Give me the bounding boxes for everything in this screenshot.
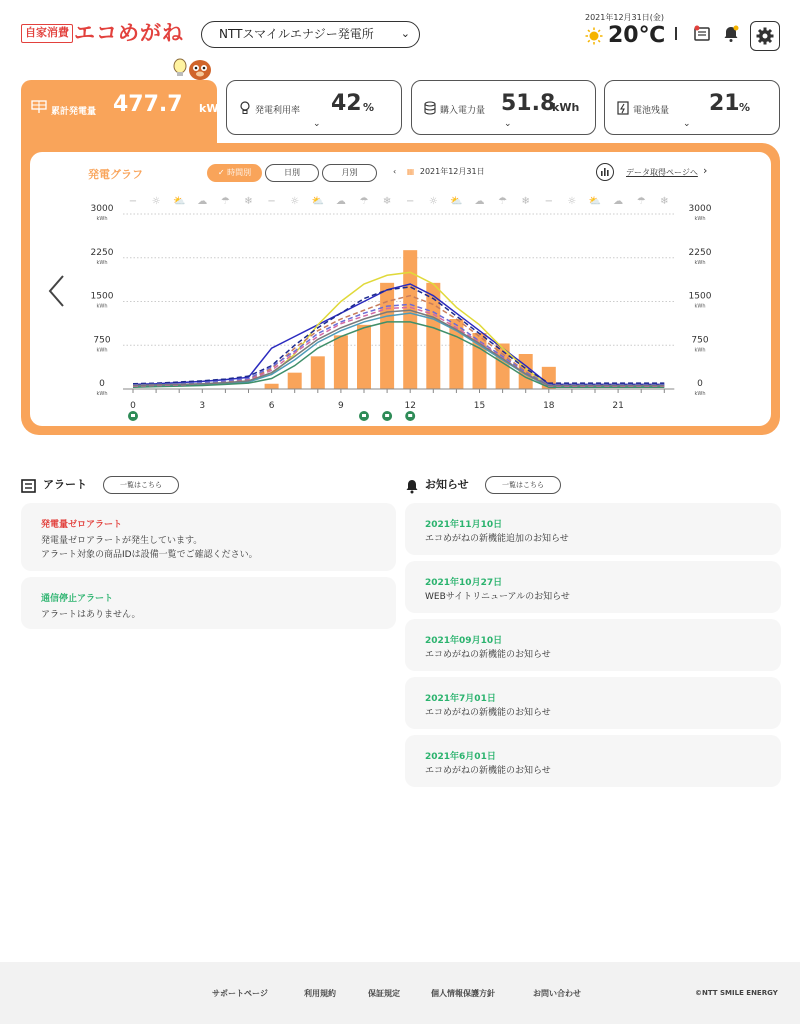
footer-link-warranty[interactable]: 保証規定 (368, 989, 400, 998)
x-tick-label: 15 (473, 401, 486, 411)
y-unit-label: kWh (96, 216, 108, 222)
y-tick-label-right: 0 (697, 379, 703, 389)
sun-icon (585, 27, 603, 45)
news-date: 2021年7月01日 (425, 694, 496, 704)
tab-hourly[interactable]: ✓ 時間別 (207, 164, 262, 182)
news-item[interactable] (405, 735, 781, 787)
news-heading: お知らせ (425, 478, 469, 491)
tab-utilization[interactable] (226, 80, 402, 135)
chevron-down-icon: ⌄ (504, 119, 512, 129)
bar (403, 250, 417, 389)
bar (380, 283, 394, 389)
y-tick-label-right: 3000 (688, 204, 712, 214)
stat-unit: kWh (552, 101, 580, 114)
alert-card[interactable] (21, 503, 396, 571)
y-tick-label: 3000 (90, 204, 114, 214)
weather-cloud-sun-icon: ⛅ (311, 196, 325, 207)
tab-monthly[interactable]: 月別 (322, 164, 377, 182)
plug-icon-detail (131, 414, 135, 417)
y-tick-label-right: 1500 (688, 291, 712, 302)
y-unit-label: kWh (96, 391, 108, 397)
bar (265, 384, 279, 389)
graph-date: 2021年12月31日 (419, 167, 485, 176)
y-tick-label: 1500 (90, 291, 114, 302)
footer (0, 962, 800, 1024)
solar-panel-icon (31, 100, 47, 114)
weather---icon: − (544, 196, 553, 207)
divider (675, 27, 677, 40)
bar (334, 335, 348, 389)
alert-title: 発電量ゼロアラート (41, 520, 123, 530)
weather-snow-icon: ❄ (660, 196, 669, 207)
lightbulb-icon (239, 101, 251, 115)
stat-label: 電池残量 (633, 106, 670, 116)
x-tick-label: 6 (268, 401, 275, 411)
news-item[interactable] (405, 503, 781, 555)
alert-line: アラート対象の商品IDは設備一覧でご確認ください。 (41, 550, 258, 560)
stat-unit: % (363, 101, 375, 114)
chevron-down-icon: ⌄ (683, 119, 691, 129)
stat-label: 発電利用率 (255, 106, 301, 116)
footer-link-privacy[interactable]: 個人情報保護方針 (431, 989, 495, 998)
series-line (133, 307, 664, 386)
weather-snow-icon: ❄ (521, 196, 530, 207)
news-date: 2021年09月10日 (425, 636, 503, 646)
y-unit-label-right: kWh (694, 303, 706, 310)
weather-cloud-icon: ☁ (335, 196, 346, 207)
series-line (133, 296, 664, 386)
y-tick-label: 750 (93, 335, 111, 346)
x-tick-label: 0 (130, 401, 136, 411)
weather-cloud-sun-icon: ⛅ (588, 196, 602, 207)
alert-line: 発電量ゼロアラートが発生しています。 (41, 536, 203, 546)
y-tick-label-right: 2250 (688, 247, 712, 258)
plug-icon-detail (385, 414, 389, 417)
stat-label: 累計発電量 (51, 107, 97, 117)
calendar-icon[interactable]: ▦ (406, 167, 415, 176)
alert-card[interactable] (21, 577, 396, 629)
news-text: WEBサイトリニューアルのお知らせ (425, 592, 570, 602)
footer-link-contact[interactable]: お問い合わせ (533, 989, 581, 998)
series-line (133, 287, 664, 384)
stat-value: 477.7 (113, 92, 183, 117)
weather-umbrella-icon: ☂ (498, 196, 508, 207)
weather-sun-icon: ☼ (151, 196, 161, 207)
coins-icon (424, 101, 436, 115)
weather-cloud-icon: ☁ (197, 196, 208, 207)
weather-sun-icon: ☼ (428, 196, 438, 207)
x-tick-label: 9 (338, 401, 344, 411)
gear-icon (755, 26, 775, 46)
y-unit-label: kWh (96, 259, 108, 266)
news-text: エコめがねの新機能のお知らせ (425, 708, 551, 718)
y-unit-label: kWh (96, 347, 108, 354)
news-text: エコめがねの新機能追加のお知らせ (425, 534, 569, 544)
news-item[interactable] (405, 561, 781, 613)
stat-unit: kWh (199, 102, 227, 115)
tab-daily[interactable]: 日別 (265, 164, 319, 182)
battery-icon (617, 101, 629, 115)
stat-value: 51.8 (501, 91, 556, 116)
series-line (133, 272, 664, 386)
weather-umbrella-icon: ☂ (359, 196, 369, 207)
footer-link-terms[interactable]: 利用規約 (304, 989, 336, 998)
chart-type-button[interactable] (596, 163, 614, 181)
y-unit-label-right: kWh (694, 391, 706, 397)
temperature: 20℃ (608, 23, 666, 48)
y-unit-label: kWh (96, 303, 108, 310)
news-item[interactable] (405, 677, 781, 729)
y-tick-label: 0 (99, 379, 105, 389)
weather-umbrella-icon: ☂ (636, 196, 646, 207)
logo-tag: 自家消費 (21, 24, 73, 43)
y-tick-label-right: 750 (691, 335, 709, 346)
weather-cloud-icon: ☁ (474, 196, 485, 207)
news-date: 2021年11月10日 (425, 520, 503, 530)
news-more-button[interactable]: 一覧はこちら (485, 476, 561, 494)
header (0, 0, 800, 70)
footer-link-support[interactable]: サポートページ (212, 989, 268, 998)
tab-battery[interactable] (604, 80, 780, 135)
alerts-heading: アラート (43, 478, 87, 491)
alert-title: 通信停止アラート (41, 594, 114, 604)
plug-icon-detail (408, 414, 412, 417)
alert-line: アラートはありません。 (41, 610, 141, 620)
data-page-link[interactable]: データ取得ページへ (626, 168, 698, 177)
weather-snow-icon: ❄ (382, 196, 392, 207)
weather---icon: − (267, 196, 276, 207)
weather-cloud-sun-icon: ⛅ (450, 196, 463, 207)
y-unit-label-right: kWh (694, 259, 706, 266)
copyright: ©NTT SMILE ENERGY (695, 989, 778, 997)
alerts-more-button[interactable]: 一覧はこちら (103, 476, 179, 494)
news-text: エコめがねの新機能のお知らせ (425, 766, 551, 776)
y-unit-label-right: kWh (694, 347, 706, 354)
generation-chart (80, 188, 720, 428)
chevron-down-icon: ⌄ (400, 27, 410, 40)
mascot-icon (170, 57, 216, 83)
y-tick-label: 2250 (90, 247, 114, 258)
weather-sun-icon: ☼ (567, 196, 577, 207)
newspaper-icon[interactable] (693, 25, 711, 43)
series-line (133, 304, 664, 385)
logo[interactable]: エコめがね (74, 21, 184, 45)
graph-title: 発電グラフ (88, 168, 143, 181)
tab-purchased[interactable] (411, 80, 596, 135)
weather-cloud-sun-icon: ⛅ (172, 196, 186, 207)
stat-label: 購入電力量 (440, 106, 486, 116)
x-tick-label: 3 (199, 401, 206, 411)
tab-total-generation[interactable] (21, 80, 227, 150)
stat-unit: % (739, 101, 751, 114)
stat-value: 21 (709, 91, 740, 116)
bar-chart-icon (597, 164, 612, 179)
plant-select[interactable] (201, 21, 420, 48)
news-text: エコめがねの新機能のお知らせ (425, 650, 551, 660)
settings-button[interactable] (750, 21, 780, 51)
weather-snow-icon: ❄ (244, 196, 253, 207)
chevron-left-icon[interactable] (46, 274, 68, 308)
news-date: 2021年6月01日 (425, 752, 496, 762)
weather-sun-icon: ☼ (290, 196, 300, 207)
chevron-right-icon[interactable]: › (703, 164, 708, 177)
bell-icon (405, 479, 419, 494)
news-date: 2021年10月27日 (425, 578, 503, 588)
x-tick-label: 21 (612, 401, 624, 411)
plant-select-value: NTTスマイルエナジー発電所 (219, 27, 374, 41)
alert-list-icon (21, 479, 36, 493)
y-unit-label-right: kWh (694, 216, 706, 222)
chevron-down-icon: ⌄ (313, 119, 321, 129)
header-date: 2021年12月31日(金) (585, 13, 664, 22)
x-tick-label: 18 (543, 401, 555, 411)
chevron-left-icon[interactable]: ‹ (393, 167, 397, 176)
weather-cloud-icon: ☁ (613, 196, 624, 207)
news-item[interactable] (405, 619, 781, 671)
series-line (133, 313, 664, 387)
bell-icon[interactable] (722, 25, 740, 43)
stat-value: 42 (331, 91, 362, 116)
x-tick-label: 12 (404, 401, 416, 411)
series-line (133, 322, 664, 387)
bar (357, 325, 371, 389)
bar (311, 356, 325, 389)
weather---icon: − (128, 196, 138, 207)
weather---icon: − (406, 196, 415, 207)
date-nav (393, 166, 485, 177)
plug-icon-detail (362, 414, 366, 417)
bar (288, 373, 302, 389)
weather-umbrella-icon: ☂ (220, 196, 230, 207)
